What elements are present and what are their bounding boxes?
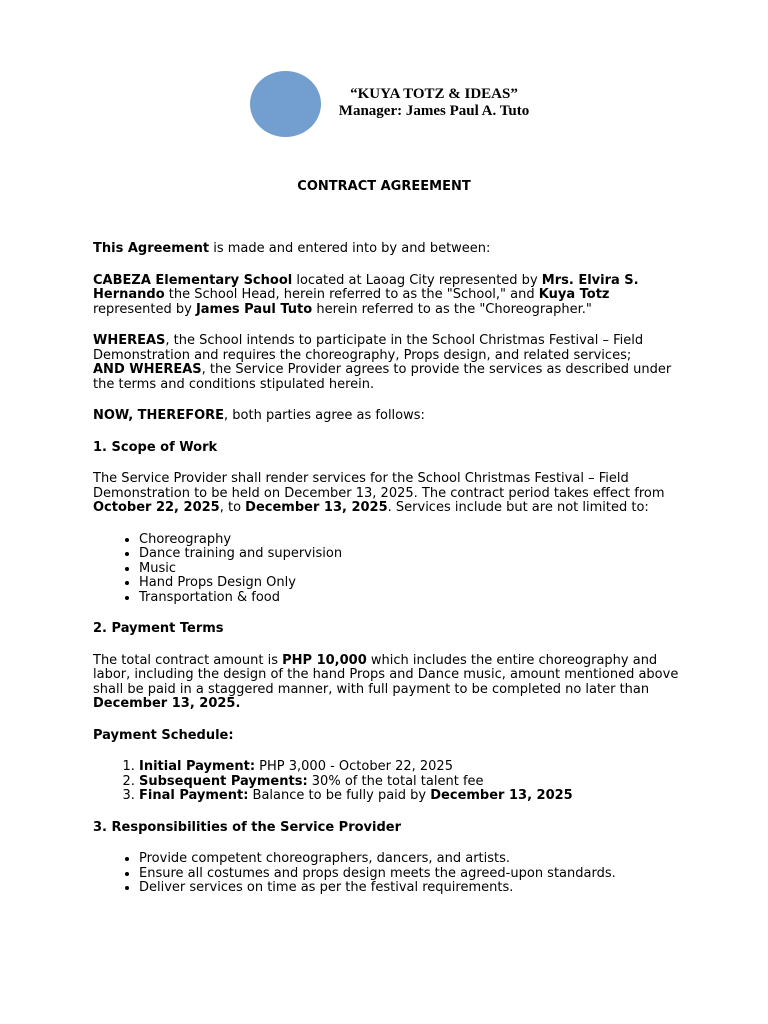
- document-title: CONTRACT AGREEMENT: [297, 179, 471, 194]
- list-item: [139, 775, 683, 790]
- representative-name: James Paul Tuto: [195, 301, 313, 317]
- list-item: • Choreography: [139, 533, 683, 548]
- schedule-text: Balance to be fully paid by: [248, 788, 431, 803]
- scope-heading: [93, 441, 683, 456]
- list-item: [139, 789, 683, 804]
- parties-text-4: herein referred to as the "Choreographer.": [312, 301, 592, 317]
- list-item: • Music: [139, 562, 683, 577]
- parties-text-3: represented by: [93, 301, 196, 317]
- schedule-label: Final Payment:: [139, 788, 249, 803]
- and-whereas-bold: AND WHEREAS: [93, 362, 202, 377]
- provider-name: Kuya Totz: [538, 287, 610, 302]
- schedule-heading: [93, 729, 683, 744]
- whereas-paragraph: [93, 334, 683, 392]
- payment-text-1: The total contract amount is: [93, 652, 283, 668]
- scope-text-3: . Services include but are not limited to:: [387, 500, 649, 515]
- manager-line: Manager: James Paul A. Tuto: [338, 103, 530, 119]
- responsibilities-heading-text: 3. Responsibilities of the Service Provider: [93, 819, 402, 835]
- list-item: • Deliver services on time as per the festival requirements.: [139, 881, 683, 896]
- payment-heading: [93, 622, 683, 637]
- intro-bold: This Agreement: [93, 241, 210, 256]
- contract-amount: PHP 10,000: [282, 652, 367, 668]
- school-head-name: Mrs. Elvira S. Hernando: [93, 272, 639, 302]
- scope-paragraph: [93, 472, 683, 516]
- list-item: • Hand Props Design Only: [139, 576, 683, 591]
- payment-text-2: which includes the entire choreography and labor, including the design of the hand Props and Dance music, amount mentioned above shall be paid in a staggered manner, with full payment to be completed no later than: [93, 652, 679, 697]
- company-name: “KUYA TOTZ & IDEAS”: [350, 86, 518, 102]
- list-item: • Dance training and supervision: [139, 547, 683, 562]
- schedule-text: 30% of the total talent fee: [307, 773, 484, 789]
- scope-text-1: The Service Provider shall render services for the School Christmas Festival – Field Demonstration to be held on December 13, 2025. The contract period takes effect from: [93, 471, 665, 501]
- list-item: • Provide competent choreographers, dancers, and artists.: [139, 852, 683, 867]
- payment-deadline: December 13, 2025.: [93, 696, 241, 711]
- therefore-bold: NOW, THEREFORE: [93, 408, 225, 423]
- start-date: October 22, 2025: [93, 500, 220, 515]
- intro-text: is made and entered into by and between:: [209, 241, 491, 256]
- therefore-paragraph: [93, 409, 683, 424]
- final-payment-date: December 13, 2025: [430, 788, 573, 803]
- list-item: • Transportation & food: [139, 591, 683, 606]
- list-item: [139, 760, 683, 775]
- payment-heading-text: 2. Payment Terms: [93, 621, 224, 636]
- contract-body: [93, 242, 683, 913]
- company-logo: [250, 71, 321, 137]
- responsibilities-heading: [93, 821, 683, 836]
- services-list: [93, 533, 683, 606]
- parties-text-2: the School Head, herein referred to as the "School," and: [164, 287, 539, 302]
- whereas-bold: WHEREAS: [93, 333, 166, 348]
- whereas-text: , the School intends to participate in the School Christmas Festival – Field Demonstration and requires the choreography, Props design, and related services;: [93, 333, 644, 363]
- list-item: • Ensure all costumes and props design meets the agreed-upon standards.: [139, 867, 683, 882]
- parties-text-1: located at Laoag City represented by: [292, 272, 542, 288]
- schedule-label: Initial Payment:: [139, 759, 256, 774]
- end-date: December 13, 2025: [245, 500, 388, 515]
- parties-paragraph: [93, 274, 683, 318]
- payment-schedule-list: [93, 760, 683, 804]
- scope-heading-text: 1. Scope of Work: [93, 439, 218, 455]
- scope-text-2: , to: [219, 500, 246, 515]
- school-name: CABEZA Elementary School: [93, 272, 293, 288]
- and-whereas-text: , the Service Provider agrees to provide the services as described under the terms and conditions stipulated herein.: [93, 362, 672, 392]
- responsibilities-list: [93, 852, 683, 896]
- letterhead: [326, 86, 542, 120]
- schedule-label: Subsequent Payments:: [139, 773, 308, 789]
- schedule-text: PHP 3,000 - October 22, 2025: [255, 759, 453, 774]
- therefore-text: , both parties agree as follows:: [224, 408, 425, 423]
- intro-paragraph: [93, 242, 683, 257]
- payment-paragraph: [93, 654, 683, 712]
- schedule-heading-text: Payment Schedule:: [93, 727, 234, 743]
